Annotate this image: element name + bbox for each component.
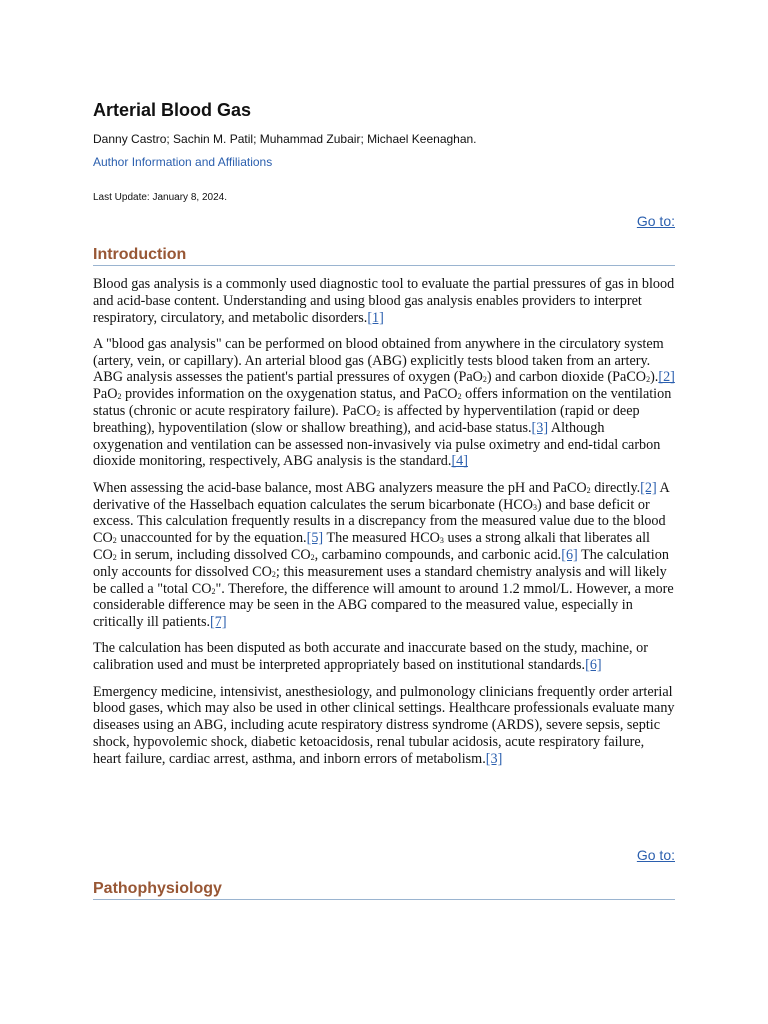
citation-link[interactable]: [7]: [210, 614, 227, 631]
subscript: 2: [376, 409, 381, 419]
paragraph-text: in serum, including dissolved CO: [116, 546, 311, 563]
citation-link[interactable]: [5]: [306, 530, 324, 547]
citation-link[interactable]: [1]: [367, 309, 384, 326]
author-affiliations-link[interactable]: Author Information and Affiliations: [93, 155, 273, 169]
paragraph-text: ; this measurement uses a standard chemistry analysis and will likely be called a "total CO: [93, 563, 667, 597]
subscript: 2: [310, 552, 315, 562]
paragraph-text: Although oxygenation and ventilation can be assessed non-invasively via pulse oximetry and end-tidal carbon dioxide monitoring, respectively, ABG analysis is the standard.: [93, 419, 661, 470]
subscript: 2: [586, 485, 591, 495]
paragraph-text: PaO: [93, 386, 118, 403]
paragraph-text: The measured HCO: [323, 530, 440, 547]
citation-link[interactable]: [2]: [658, 369, 675, 386]
paragraph-text: A derivative of the Hasselbach equation calculates the serum bicarbonate (HCO: [93, 479, 669, 513]
goto-link[interactable]: Go to:: [636, 213, 675, 229]
subscript: 2: [271, 569, 276, 579]
subscript: 2: [112, 536, 117, 546]
paragraph-text: Emergency medicine, intensivist, anesthesiology, and pulmonology clinicians frequently order arterial blood gases, which may also be used in other clinical settings. Healthcare professionals evaluate many diseases using an ABG, including acute respiratory distress syndrome (ARDS), severe sepsis, septic shock, hypovolemic shock, diabetic ketoacidosis, renal tubular acidosis, acute respiratory failure, heart failure, cardiac arrest, asthma, and inborn errors of metabolism.: [93, 683, 675, 767]
paragraph-text: directly.: [590, 479, 641, 496]
citation-link[interactable]: [6]: [585, 657, 602, 674]
citation-link[interactable]: [2]: [640, 479, 657, 496]
citation-link[interactable]: [6]: [561, 546, 578, 563]
goto-link[interactable]: Go to:: [636, 847, 675, 863]
citation-link[interactable]: [4]: [451, 453, 468, 470]
paragraph-text: , carbamino compounds, and carbonic acid.: [314, 546, 562, 563]
subscript: 2: [211, 586, 216, 596]
subscript: 2: [112, 552, 117, 562]
citation-link[interactable]: [3]: [485, 750, 503, 767]
section-heading-pathophysiology: Pathophysiology: [93, 880, 675, 900]
subscript: 2: [117, 392, 122, 402]
paragraph-text: A "blood gas analysis" can be performed on blood obtained from anywhere in the circulatory system (artery, vein, or capillary). An arterial blood gas (ABG) explicitly tests blood taken from an artery. ABG analysis assesses the patient's partial pressures of oxygen (PaO: [93, 335, 664, 386]
article-title: Arterial Blood Gas: [93, 100, 252, 120]
subscript: 2: [482, 375, 487, 385]
section-heading-introduction: Introduction: [93, 246, 675, 266]
paragraph-text: ) and carbon dioxide (PaCO: [486, 369, 647, 386]
subscript: 2: [646, 375, 651, 385]
paragraph-text: ". Therefore, the difference will amount to around 1.2 mmol/L. However, a more considerable difference may be seen in the ABG compared to the measured value, especially in critically ill patients.: [93, 580, 674, 631]
paragraph: [93, 640, 675, 674]
paragraph: [93, 480, 675, 631]
paragraph-text: unaccounted for by the equation.: [116, 530, 307, 547]
subscript: 3: [439, 536, 444, 546]
paragraph-text: ) and base deficit or excess. This calculation frequently results in a discrepancy from the measured value due to the blood CO: [93, 496, 666, 547]
paragraph-text: ).: [650, 369, 659, 386]
paragraph-text: When assessing the acid-base balance, most ABG analyzers measure the pH and PaCO: [93, 479, 587, 496]
paragraph: [93, 276, 675, 326]
paragraph-text: is affected by hyperventilation (rapid or deep breathing), hypoventilation (slow or shallow breathing), and acid-base status.: [93, 403, 640, 436]
introduction-body: [93, 276, 675, 777]
paragraph-text: The calculation only accounts for dissolved CO: [93, 546, 669, 580]
author-list: Danny Castro; Sachin M. Patil; Muhammad Zubair; Michael Keenaghan.: [93, 132, 477, 146]
citation-link[interactable]: [3]: [531, 419, 549, 436]
subscript: 3: [533, 502, 538, 512]
paragraph-text: provides information on the oxygenation status, and PaCO: [121, 386, 458, 403]
paragraph-text: uses a strong alkali that liberates all CO: [93, 530, 650, 563]
paragraph: [93, 684, 675, 768]
last-update-date: Last Update: January 8, 2024.: [93, 192, 227, 203]
paragraph-text: Blood gas analysis is a commonly used diagnostic tool to evaluate the partial pressures of gas in blood and acid-base content. Understanding and using blood gas analysis enables providers to interpret respiratory, circulatory, and metabolic disorders.: [93, 276, 675, 326]
paragraph: [93, 336, 675, 470]
paragraph-text: offers information on the ventilation status (chronic or acute respiratory failure). PaCO: [93, 386, 672, 420]
paragraph-text: The calculation has been disputed as both accurate and inaccurate based on the study, machine, or calibration used and must be interpreted appropriately based on institutional standards.: [93, 640, 648, 674]
subscript: 2: [457, 392, 462, 402]
